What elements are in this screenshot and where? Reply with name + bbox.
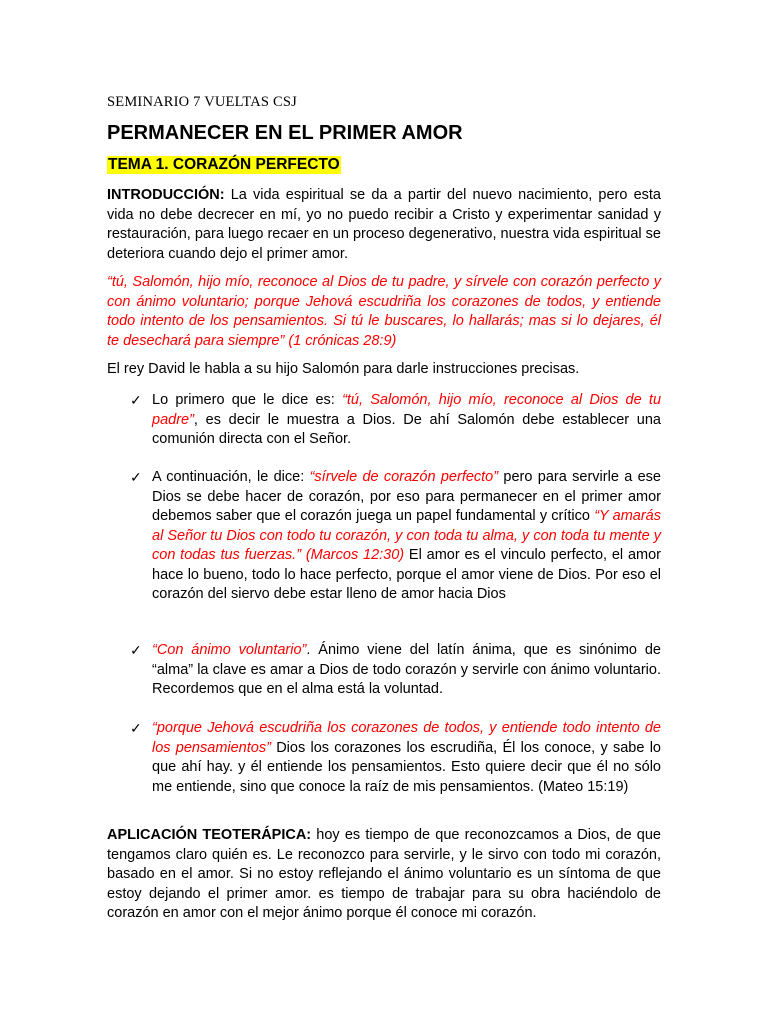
tema-heading: TEMA 1. CORAZÓN PERFECTO <box>108 156 340 173</box>
bullet-quote: “sírvele de corazón perfecto” <box>309 469 499 485</box>
intro-paragraph <box>107 186 661 264</box>
list-item <box>128 391 661 450</box>
bullet-lead: Lo primero que le dice es: <box>152 392 343 408</box>
bullet-list <box>128 391 661 450</box>
intro-text: La vida espiritual se da a partir del nuevo nacimiento, pero esta vida no debe decrecer en mí, yo no puedo recibir a Cristo y experimentar sanidad y restauración, para luego recaer en un proceso degenerativo, nuestra vida espiritual se deteriora cuando dejo el primer amor. <box>107 187 661 262</box>
bullet-text: , es decir le muestra a Dios. De ahí Salomón debe establecer una comunión directa con el Señor. <box>152 411 661 447</box>
seminar-header: SEMINARIO 7 VUELTAS CSJ <box>107 94 297 110</box>
scripture-quote: “tú, Salomón, hijo mío, reconoce al Dios de tu padre, y sírvele con corazón perfecto y con ánimo voluntario; porque Jehová escudriña los corazones de todos, y entiende todo intento de los pensamientos. Si tú le buscares, lo hallarás; mas si lo dejares, él te desechará para siempre” (1 crónicas 28:9) <box>107 274 661 349</box>
bullet-list <box>128 719 661 797</box>
bullet-lead: A continuación, le dice: <box>152 469 310 485</box>
check-icon: ✓ <box>130 720 142 736</box>
aplicacion-paragraph <box>107 826 661 924</box>
list-item <box>128 719 661 797</box>
bullet-list <box>128 468 661 605</box>
bullet-text-end: El amor es el vinculo perfecto, el amor hace lo bueno, todo lo hace perfecto, porque el amor viene de Dios. Por eso el corazón del siervo debe estar lleno de amor hacia Dios <box>152 547 661 602</box>
check-icon: ✓ <box>130 469 142 485</box>
check-icon: ✓ <box>130 642 142 658</box>
bullet-quote: “tú, Salomón, hijo mío, reconoce al Dios de tu padre” <box>152 392 662 428</box>
bullet-quote-2: “Y amarás al Señor tu Dios con todo tu corazón, y con toda tu alma, y con toda tu mente y con todas tus fuerzas.” (Marcos 12:30) <box>152 508 661 563</box>
bullet-text: Dios los corazones los escrudiña, Él los conoce, y sabe lo que ahí hay. y él entiende los pensamientos. Esto quiere decir que él no sólo me entiende, sino que conoce la raíz de mis pensamientos. (Mateo 15:19) <box>152 739 661 795</box>
list-item <box>128 641 661 700</box>
page-title: PERMANECER EN EL PRIMER AMOR <box>107 122 463 144</box>
aplicacion-label: APLICACIÓN TEOTERÁPICA: <box>107 827 312 843</box>
bullet-quote: “Con ánimo voluntario” <box>152 642 307 658</box>
bullet-text: . Ánimo viene del latín ánima, que es sinónimo de “alma” la clave es amar a Dios de todo corazón y servirle con ánimo voluntario. Recordemos que en el alma está la voluntad. <box>152 642 661 697</box>
check-icon: ✓ <box>130 392 142 408</box>
bullet-text: pero para servirle a ese Dios se debe hacer de corazón, por eso para permanecer en el primer amor debemos saber que el corazón juega un papel fundamental y crítico <box>152 469 661 524</box>
bullet-quote: “porque Jehová escudriña los corazones de todos, y entiende todo intento de los pensamientos” <box>152 720 661 756</box>
david-line: El rey David le habla a su hijo Salomón para darle instrucciones precisas. <box>107 361 580 377</box>
list-item <box>128 468 661 605</box>
intro-label: INTRODUCCIÓN: <box>107 187 225 203</box>
bullet-list <box>128 641 661 700</box>
aplicacion-text: hoy es tiempo de que reconozcamos a Dios, de que tengamos claro quién es. Le reconozco para servirle, y le sirvo con todo mi corazón, basado en el amor. Si no estoy reflejando el ánimo voluntario es un síntoma de que estoy dejando el primer amor. es tiempo de trabajar para su obra haciéndolo de corazón en amor con el mejor ánimo porque él conoce mi corazón. <box>107 827 661 921</box>
